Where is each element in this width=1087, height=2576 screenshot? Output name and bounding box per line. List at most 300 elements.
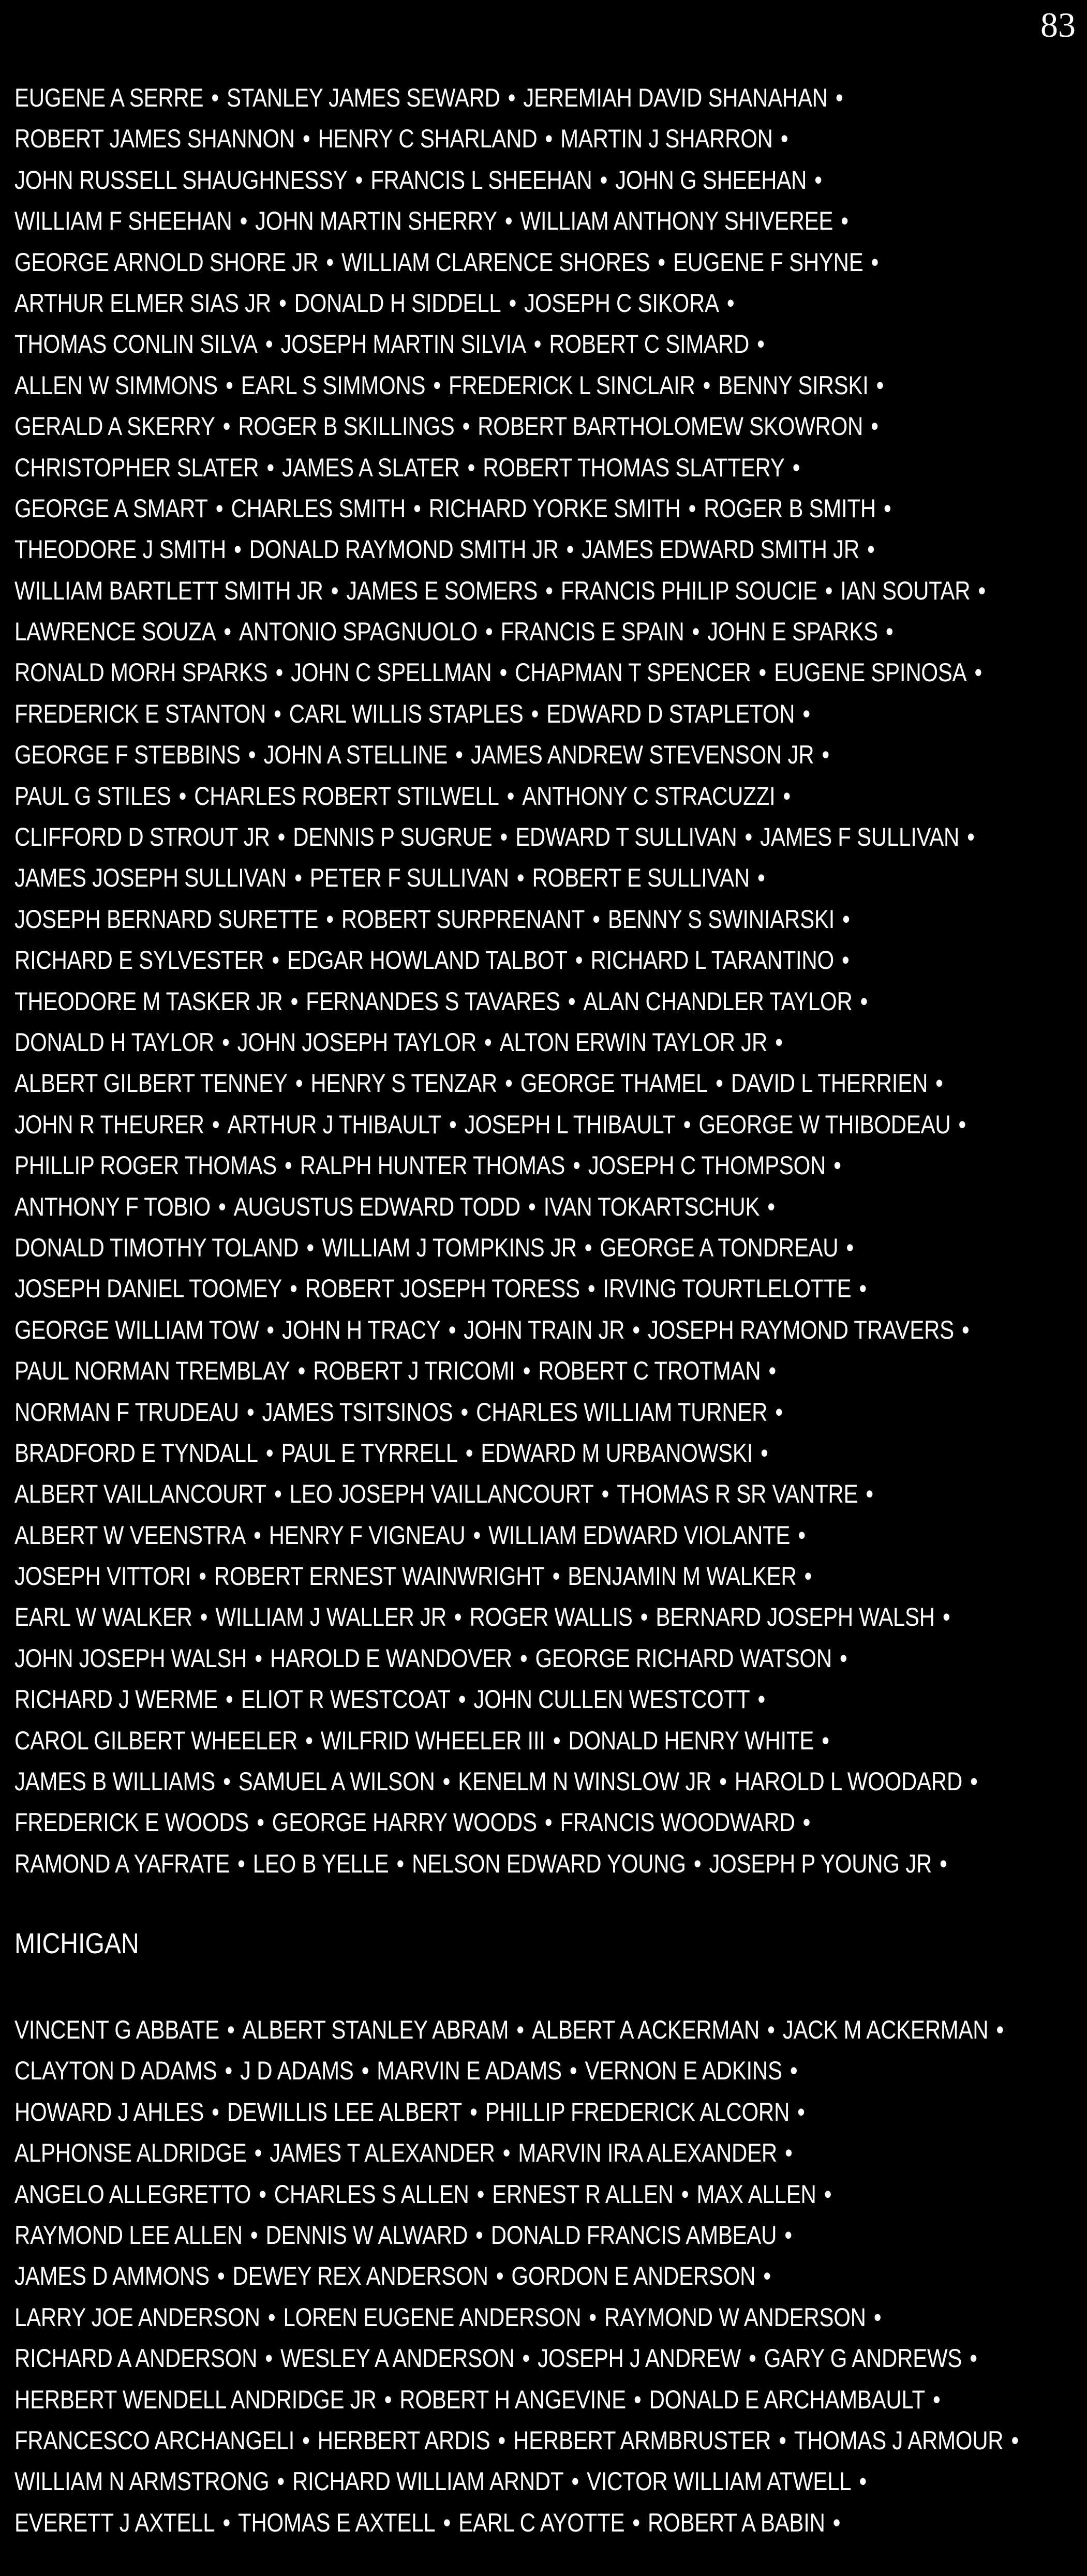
memorial-name: JOHN JOSEPH WALSH: [14, 1643, 247, 1673]
memorial-name: JAMES B WILLIAMS: [14, 1767, 216, 1796]
memorial-name: ALPHONSE ALDRIDGE: [14, 2138, 247, 2168]
memorial-name: RICHARD L TARANTINO: [590, 946, 834, 975]
memorial-name: FREDERICK E STANTON: [14, 699, 266, 728]
memorial-name: EDWARD M URBANOWSKI: [481, 1438, 753, 1467]
name-separator: •: [544, 1808, 553, 1837]
memorial-name: GEORGE W THIBODEAU: [698, 1110, 951, 1139]
memorial-name: EDGAR HOWLAND TALBOT: [287, 946, 568, 975]
name-line: [14, 2379, 941, 2420]
name-line: [14, 2050, 905, 2091]
name-separator: •: [767, 1192, 775, 1221]
name-separator: •: [290, 1274, 297, 1304]
memorial-name: GEORGE A TONDREAU: [600, 1233, 839, 1262]
memorial-name: WESLEY A ANDERSON: [280, 2344, 515, 2373]
name-separator: •: [224, 617, 231, 647]
memorial-name: THOMAS CONLIN SILVA: [14, 330, 258, 359]
memorial-name: RAMOND A YAFRATE: [14, 1849, 230, 1878]
name-line: [14, 2092, 905, 2133]
memorial-name: WILLIAM N ARMSTRONG: [14, 2467, 270, 2496]
name-line: [14, 1474, 905, 1515]
name-line: [14, 2256, 905, 2297]
name-separator: •: [822, 740, 829, 770]
name-separator: •: [326, 247, 334, 277]
name-separator: •: [683, 1110, 691, 1139]
name-separator: •: [876, 370, 884, 400]
name-separator: •: [274, 1479, 282, 1509]
name-separator: •: [749, 2344, 756, 2373]
name-separator: •: [500, 822, 508, 852]
memorial-name: ALLEN W SIMMONS: [14, 370, 218, 400]
name-separator: •: [222, 412, 231, 441]
memorial-name: ROBERT E SULLIVAN: [532, 863, 750, 893]
name-separator: •: [761, 1438, 768, 1467]
name-separator: •: [592, 904, 600, 934]
memorial-name: JOSEPH VITTORI: [14, 1562, 191, 1591]
name-separator: •: [277, 822, 286, 852]
memorial-name: IAN SOUTAR: [840, 576, 971, 605]
name-separator: •: [259, 2179, 266, 2209]
memorial-name: WILLIAM J WALLER JR: [215, 1602, 446, 1632]
name-separator: •: [692, 617, 700, 647]
memorial-name: PHILLIP ROGER THOMAS: [14, 1151, 277, 1180]
name-separator: •: [719, 1767, 727, 1796]
name-separator: •: [716, 1069, 723, 1098]
memorial-name: JAMES A SLATER: [282, 453, 460, 482]
memorial-name: FREDERICK E WOODS: [14, 1808, 249, 1837]
memorial-name: SAMUEL A WILSON: [238, 1767, 435, 1796]
memorial-name: EUGENE SPINOSA: [774, 658, 967, 687]
name-separator: •: [458, 1685, 466, 1714]
name-separator: •: [841, 206, 848, 236]
memorial-name: WILFRID WHEELER III: [320, 1726, 545, 1755]
memorial-name: ROBERT BARTHOLOMEW SKOWRON: [478, 412, 863, 441]
name-separator: •: [784, 2220, 792, 2250]
memorial-name: CHARLES WILLIAM TURNER: [476, 1397, 768, 1427]
memorial-name: ALBERT W VEENSTRA: [14, 1520, 246, 1550]
name-separator: •: [237, 1849, 245, 1878]
memorial-name: RICHARD A ANDERSON: [14, 2344, 258, 2373]
memorial-name: THOMAS J ARMOUR: [794, 2425, 1004, 2455]
name-separator: •: [297, 1356, 306, 1386]
name-separator: •: [866, 1479, 873, 1509]
memorial-name: JAMES EDWARD SMITH JR: [582, 535, 860, 564]
name-separator: •: [792, 453, 800, 482]
name-separator: •: [265, 330, 273, 359]
name-line: [14, 1310, 970, 1351]
name-separator: •: [640, 1602, 648, 1632]
memorial-name: RICHARD J WERME: [14, 1685, 218, 1714]
memorial-name: DONALD H SIDDELL: [294, 288, 501, 318]
memorial-name: THOMAS R SR VANTRE: [617, 1479, 858, 1509]
name-line: [14, 1351, 905, 1391]
memorial-name: BRADFORD E TYNDALL: [14, 1438, 258, 1467]
memorial-name: ROBERT ERNEST WAINWRIGHT: [214, 1562, 545, 1591]
memorial-name: HENRY S TENZAR: [310, 1069, 497, 1098]
memorial-name: JOSEPH RAYMOND TRAVERS: [647, 1315, 954, 1344]
memorial-name: CHRISTOPHER SLATER: [14, 453, 259, 482]
memorial-name: CLAYTON D ADAMS: [14, 2056, 217, 2086]
memorial-name: JAMES JOSEPH SULLIVAN: [14, 863, 287, 893]
name-separator: •: [227, 2015, 235, 2044]
memorial-name: ROBERT A BABIN: [647, 2508, 825, 2537]
memorial-name: CHARLES ROBERT STILWELL: [194, 781, 499, 811]
name-separator: •: [433, 370, 441, 400]
name-separator: •: [498, 2425, 505, 2455]
memorial-name: GEORGE RICHARD WATSON: [535, 1643, 832, 1673]
name-separator: •: [462, 412, 470, 441]
memorial-name: ROBERT THOMAS SLATTERY: [483, 453, 785, 482]
name-separator: •: [290, 986, 299, 1016]
name-line: [14, 1720, 905, 1761]
memorial-name: ROGER B SMITH: [704, 493, 876, 523]
name-separator: •: [306, 1233, 314, 1262]
name-line: [14, 406, 905, 447]
name-line: [14, 447, 905, 488]
name-separator: •: [255, 1643, 262, 1673]
name-separator: •: [552, 1562, 560, 1591]
memorial-name: RAYMOND LEE ALLEN: [14, 2220, 243, 2250]
memorial-name: ALBERT VAILLANCOURT: [14, 1479, 266, 1509]
name-separator: •: [632, 2508, 640, 2537]
name-line: [14, 1022, 905, 1063]
memorial-name: VICTOR WILLIAM ATWELL: [587, 2467, 852, 2496]
memorial-name: FRANCIS PHILIP SOUCIE: [560, 576, 817, 605]
name-separator: •: [254, 2138, 262, 2168]
memorial-name: ROGER WALLIS: [469, 1602, 633, 1632]
name-separator: •: [681, 2179, 689, 2209]
name-line: [14, 201, 905, 242]
memorial-name: ROBERT C SIMARD: [549, 330, 750, 359]
memorial-name: ELIOT R WESTCOAT: [241, 1685, 451, 1714]
memorial-name: HAROLD L WOODARD: [734, 1767, 963, 1796]
name-separator: •: [294, 863, 302, 893]
memorial-name: JOSEPH J ANDREW: [538, 2344, 741, 2373]
memorial-name: WILLIAM EDWARD VIOLANTE: [488, 1520, 791, 1550]
name-separator: •: [499, 658, 508, 687]
name-separator: •: [496, 2262, 504, 2291]
page-number: 83: [1040, 5, 1076, 44]
name-separator: •: [757, 330, 765, 359]
memorial-name: RICHARD WILLIAM ARNDT: [292, 2467, 564, 2496]
name-line: [14, 611, 905, 652]
name-separator: •: [744, 822, 752, 852]
memorial-name: DONALD RAYMOND SMITH JR: [249, 535, 559, 564]
memorial-name: FRANCIS E SPAIN: [500, 617, 684, 647]
name-line: [14, 118, 905, 159]
name-line: [14, 2010, 1004, 2050]
memorial-name: CHAPMAN T SPENCER: [515, 658, 751, 687]
name-line: [14, 1392, 905, 1433]
name-separator: •: [522, 2344, 530, 2373]
memorial-name: WILLIAM F SHEEHAN: [14, 206, 232, 236]
memorial-name: JOHN E SPARKS: [707, 617, 878, 647]
name-separator: •: [600, 165, 608, 194]
name-separator: •: [575, 946, 583, 975]
name-separator: •: [822, 1726, 829, 1755]
name-separator: •: [814, 165, 822, 194]
name-separator: •: [396, 1849, 404, 1878]
memorial-name: ALTON ERWIN TAYLOR JR: [499, 1027, 768, 1057]
name-separator: •: [553, 1726, 561, 1755]
name-separator: •: [935, 1069, 943, 1098]
memorial-name: HERBERT ARMBRUSTER: [513, 2425, 771, 2455]
name-line: [14, 2503, 905, 2543]
name-line: [14, 1268, 905, 1309]
name-separator: •: [779, 2425, 786, 2455]
memorial-name: LEO B YELLE: [252, 1849, 389, 1878]
memorial-name: GEORGE WILLIAM TOW: [14, 1315, 259, 1344]
name-separator: •: [933, 2385, 941, 2414]
memorial-name: GEORGE F STEBBINS: [14, 740, 241, 770]
name-line: [14, 571, 986, 611]
memorial-name: JOSEPH C SIKORA: [524, 288, 719, 318]
name-separator: •: [509, 288, 516, 318]
name-separator: •: [274, 699, 281, 728]
name-separator: •: [859, 1274, 867, 1304]
memorial-name: CHARLES SMITH: [231, 493, 406, 523]
memorial-name: DEWILLIS LEE ALBERT: [227, 2097, 463, 2126]
memorial-name: PETER F SULLIVAN: [309, 863, 509, 893]
name-separator: •: [958, 1110, 966, 1139]
memorial-name: IVAN TOKARTSCHUK: [543, 1192, 760, 1221]
name-separator: •: [531, 699, 539, 728]
name-line: [14, 2338, 977, 2379]
name-separator: •: [265, 1438, 274, 1467]
name-separator: •: [798, 1520, 806, 1550]
memorial-name: EARL C AYOTTE: [458, 2508, 625, 2537]
name-separator: •: [470, 2097, 478, 2126]
name-separator: •: [533, 330, 542, 359]
name-separator: •: [634, 2385, 642, 2414]
name-line: [14, 2420, 1019, 2461]
memorial-name: ROBERT JOSEPH TORESS: [305, 1274, 580, 1304]
name-line: [14, 2133, 905, 2174]
name-separator: •: [361, 2056, 369, 2086]
name-separator: •: [326, 904, 334, 934]
name-separator: •: [449, 1110, 457, 1139]
name-separator: •: [504, 206, 513, 236]
memorial-name: LARRY JOE ANDERSON: [14, 2302, 260, 2332]
name-line: [14, 1638, 905, 1679]
name-separator: •: [566, 535, 574, 564]
memorial-name: DEWEY REX ANDERSON: [232, 2262, 488, 2291]
name-line: [14, 2297, 905, 2338]
name-separator: •: [942, 1602, 950, 1632]
state-heading: MICHIGAN: [14, 1927, 139, 1959]
name-line: [14, 1556, 905, 1597]
memorial-name: KENELM N WINSLOW JR: [458, 1767, 712, 1796]
memorial-name: CARL WILLIS STAPLES: [289, 699, 524, 728]
memorial-name: ALBERT GILBERT TENNEY: [14, 1069, 288, 1098]
memorial-name: JOHN JOSEPH TAYLOR: [237, 1027, 477, 1057]
memorial-name: NORMAN F TRUDEAU: [14, 1397, 239, 1427]
memorial-name: BENNY S SWINIARSKI: [607, 904, 835, 934]
memorial-name: JOHN MARTIN SHERRY: [255, 206, 497, 236]
name-separator: •: [484, 1027, 492, 1057]
memorial-name: JAMES E SOMERS: [346, 576, 538, 605]
name-separator: •: [886, 617, 894, 647]
memorial-name: ARTHUR ELMER SIAS JR: [14, 288, 271, 318]
name-separator: •: [996, 2015, 1004, 2044]
memorial-name: EDWARD T SULLIVAN: [515, 822, 737, 852]
name-separator: •: [842, 946, 850, 975]
memorial-name: JAMES F SULLIVAN: [760, 822, 960, 852]
memorial-name: JOHN TRAIN JR: [464, 1315, 625, 1344]
memorial-name: EUGENE F SHYNE: [673, 247, 863, 277]
memorial-name: ROBERT H ANGEVINE: [399, 2385, 626, 2414]
memorial-name: J D ADAMS: [240, 2056, 354, 2086]
name-separator: •: [775, 1397, 783, 1427]
name-separator: •: [222, 1027, 230, 1057]
name-separator: •: [508, 83, 516, 112]
name-separator: •: [824, 2179, 832, 2209]
name-separator: •: [200, 1602, 208, 1632]
memorial-name: JOSEPH MARTIN SILVIA: [280, 330, 526, 359]
name-separator: •: [226, 1685, 233, 1714]
memorial-name: PHILLIP FREDERICK ALCORN: [485, 2097, 790, 2126]
name-separator: •: [199, 1562, 206, 1591]
name-line: [14, 694, 905, 735]
name-separator: •: [384, 2385, 392, 2414]
memorial-name: JOSEPH L THIBAULT: [464, 1110, 676, 1139]
memorial-name: DONALD TIMOTHY TOLAND: [14, 1233, 299, 1262]
memorial-name: EARL W WALKER: [14, 1602, 192, 1632]
name-separator: •: [505, 1069, 513, 1098]
memorial-name: VINCENT G ABBATE: [14, 2015, 219, 2044]
memorial-name: PAUL G STILES: [14, 781, 171, 811]
name-separator: •: [785, 2138, 793, 2168]
name-separator: •: [519, 1643, 528, 1673]
name-separator: •: [859, 2467, 867, 2496]
name-line: [14, 817, 975, 858]
memorial-name: WILLIAM BARTLETT SMITH JR: [14, 576, 323, 605]
memorial-name: JEREMIAH DAVID SHANAHAN: [523, 83, 828, 112]
name-separator: •: [455, 740, 463, 770]
name-separator: •: [246, 1397, 255, 1427]
name-separator: •: [884, 493, 891, 523]
name-separator: •: [234, 535, 242, 564]
memorial-name: BERNARD JOSEPH WALSH: [656, 1602, 935, 1632]
memorial-name: JOHN R THEURER: [14, 1110, 204, 1139]
memorial-name: JOHN G SHEEHAN: [615, 165, 807, 194]
memorial-name: JOSEPH BERNARD SURETTE: [14, 904, 319, 934]
name-separator: •: [528, 1192, 536, 1221]
memorial-name: RICHARD YORKE SMITH: [428, 493, 681, 523]
name-separator: •: [757, 863, 765, 893]
name-separator: •: [832, 2508, 841, 2537]
memorial-name: CAROL GILBERT WHEELER: [14, 1726, 298, 1755]
memorial-name: ROBERT JAMES SHANNON: [14, 124, 295, 154]
memorial-name: MARVIN IRA ALEXANDER: [518, 2138, 777, 2168]
name-separator: •: [305, 1726, 313, 1755]
memorial-name: HERBERT WENDELL ANDRIDGE JR: [14, 2385, 377, 2414]
name-separator: •: [601, 1479, 609, 1509]
memorial-name: EUGENE A SERRE: [14, 83, 204, 112]
name-line: [14, 652, 982, 693]
memorial-name: HERBERT ARDIS: [317, 2425, 490, 2455]
name-line: [14, 1433, 905, 1474]
name-separator: •: [846, 1233, 854, 1262]
name-line: [14, 1761, 978, 1802]
memorial-name: PAUL NORMAN TREMBLAY: [14, 1356, 290, 1386]
name-separator: •: [442, 1767, 451, 1796]
name-list-upper: [14, 78, 1075, 1884]
memorial-name: ALAN CHANDLER TAYLOR: [583, 986, 853, 1016]
name-separator: •: [477, 2179, 485, 2209]
memorial-name: ALBERT STANLEY ABRAM: [242, 2015, 509, 2044]
name-separator: •: [413, 493, 421, 523]
memorial-name: GEORGE THAMEL: [520, 1069, 708, 1098]
name-separator: •: [970, 2344, 977, 2373]
name-line: [14, 1679, 905, 1720]
name-line: [14, 1187, 905, 1227]
memorial-name: RICHARD E SYLVESTER: [14, 946, 264, 975]
name-line: [14, 2174, 905, 2215]
name-separator: •: [523, 1356, 531, 1386]
name-line: [14, 283, 905, 324]
name-separator: •: [473, 1520, 481, 1550]
name-list-michigan: [14, 2010, 1075, 2543]
name-separator: •: [266, 1315, 274, 1344]
memorial-name: DONALD H TAYLOR: [14, 1027, 214, 1057]
name-separator: •: [545, 576, 553, 605]
name-separator: •: [940, 1849, 947, 1878]
name-line: [14, 1802, 905, 1843]
name-separator: •: [802, 1808, 811, 1837]
name-line: [14, 324, 905, 365]
name-separator: •: [842, 904, 850, 934]
name-separator: •: [254, 1520, 261, 1550]
memorial-name: JACK M ACKERMAN: [782, 2015, 989, 2044]
memorial-name: JOSEPH DANIEL TOOMEY: [14, 1274, 282, 1304]
name-separator: •: [802, 699, 810, 728]
name-separator: •: [295, 1069, 303, 1098]
memorial-name: ROBERT SURPRENANT: [341, 904, 585, 934]
memorial-name: WILLIAM J TOMPKINS JR: [322, 1233, 577, 1262]
name-separator: •: [277, 2467, 285, 2496]
memorial-name: ARTHUR J THIBAULT: [227, 1110, 441, 1139]
name-line: [14, 776, 905, 817]
name-separator: •: [275, 658, 284, 687]
memorial-name: ANTHONY C STRACUZZI: [522, 781, 776, 811]
name-separator: •: [257, 1808, 264, 1837]
memorial-name: JOHN CULLEN WESTCOTT: [473, 1685, 750, 1714]
memorial-name: JAMES TSITSINOS: [262, 1397, 453, 1427]
memorial-name: RONALD MORH SPARKS: [14, 658, 268, 687]
memorial-name: HAROLD E WANDOVER: [270, 1643, 512, 1673]
memorial-name: JOHN A STELLINE: [263, 740, 448, 770]
memorial-name: MARVIN E ADAMS: [377, 2056, 562, 2086]
memorial-name: CLIFFORD D STROUT JR: [14, 822, 270, 852]
name-line: [14, 1597, 950, 1638]
name-line: [14, 78, 905, 118]
name-separator: •: [974, 658, 982, 687]
name-separator: •: [860, 986, 868, 1016]
memorial-name: ANTHONY F TOBIO: [14, 1192, 211, 1221]
name-separator: •: [775, 1027, 783, 1057]
memorial-name: CHARLES S ALLEN: [274, 2179, 469, 2209]
name-separator: •: [688, 493, 696, 523]
memorial-name: JOHN RUSSELL SHAUGHNESSY: [14, 165, 348, 194]
memorial-name: DONALD E ARCHAMBAULT: [649, 2385, 925, 2414]
memorial-name: THEODORE M TASKER JR: [14, 986, 283, 1016]
memorial-name: DENNIS W ALWARD: [265, 2220, 468, 2250]
name-separator: •: [265, 2344, 273, 2373]
name-separator: •: [516, 2015, 524, 2044]
memorial-name: MARTIN J SHARRON: [560, 124, 773, 154]
name-separator: •: [212, 1110, 220, 1139]
name-separator: •: [703, 370, 711, 400]
